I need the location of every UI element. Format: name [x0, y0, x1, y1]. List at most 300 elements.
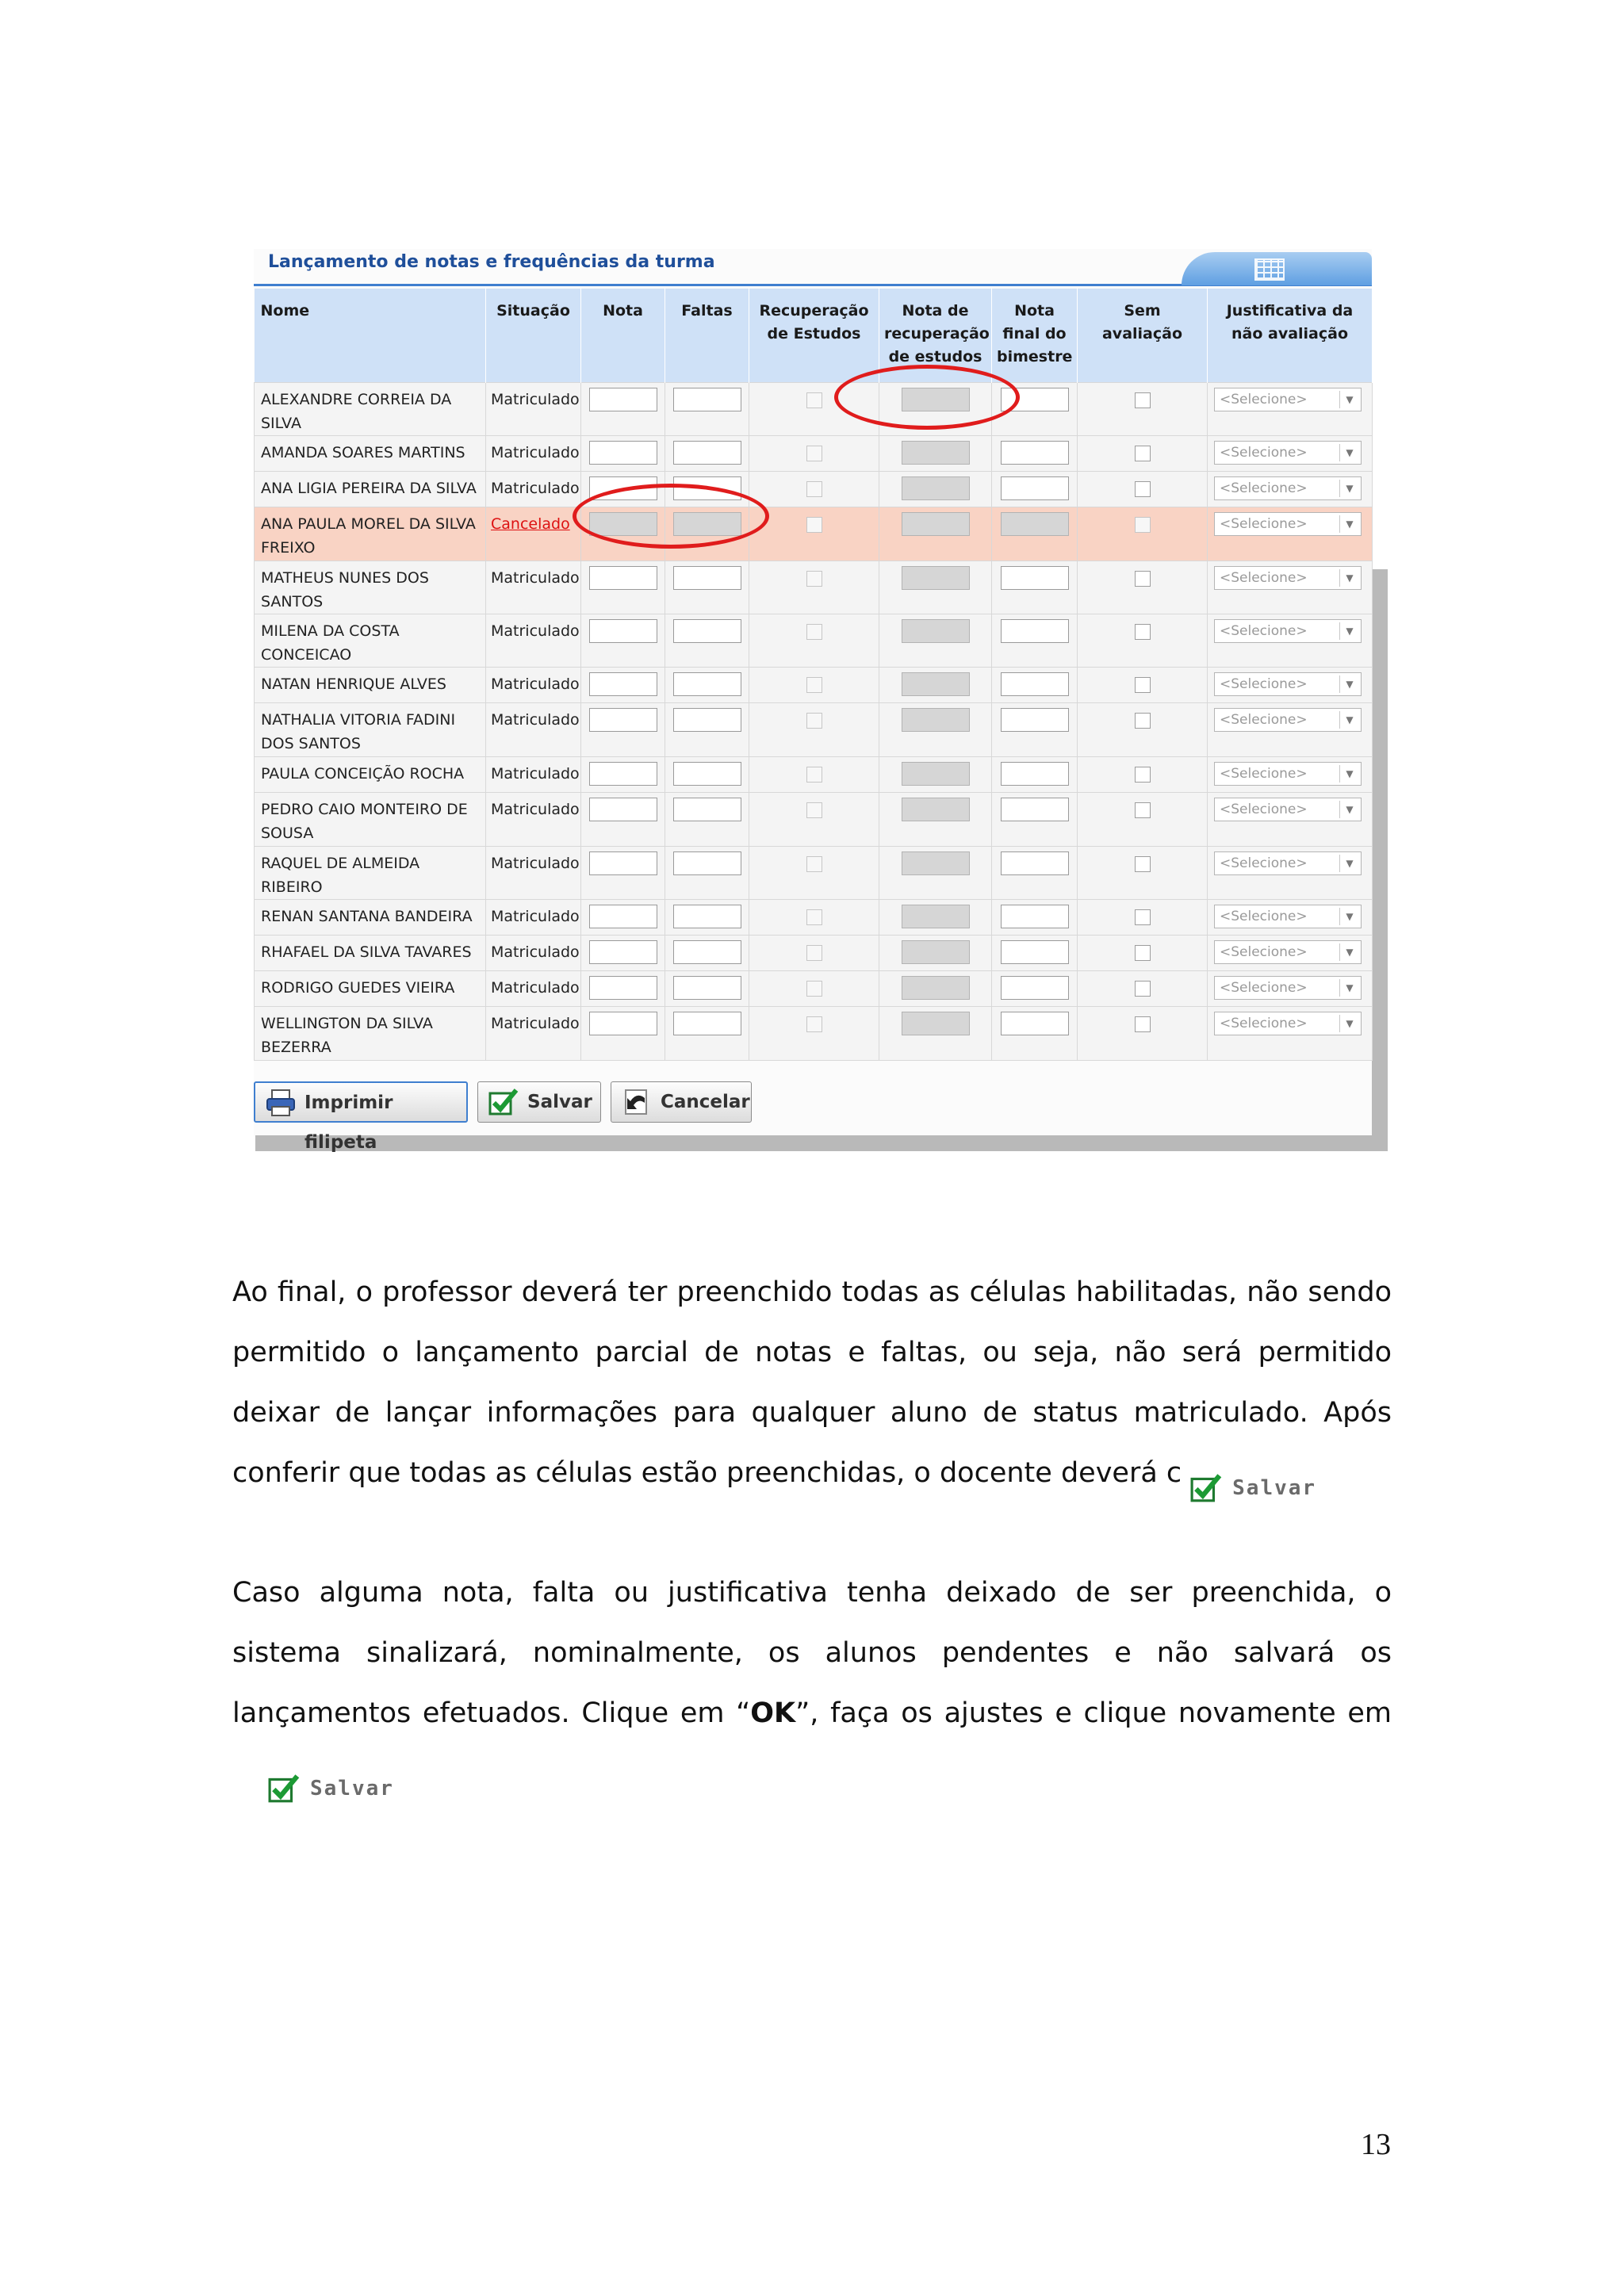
- nota-final-input[interactable]: [1001, 476, 1069, 500]
- nota-recuperacao-input: [902, 708, 970, 732]
- faltas-cell: [665, 936, 749, 971]
- nota-input[interactable]: [589, 798, 657, 821]
- recuperacao-checkbox: [806, 446, 822, 461]
- justificativa-select[interactable]: [1214, 708, 1362, 732]
- chevron-down-icon[interactable]: ▼: [1339, 622, 1359, 640]
- sem-avaliacao-checkbox[interactable]: [1135, 856, 1151, 872]
- justificativa-cell: [1208, 668, 1373, 703]
- recuperacao-cell: [749, 971, 879, 1007]
- select-placeholder: <Selecione>: [1220, 712, 1308, 728]
- nota-input[interactable]: [589, 441, 657, 465]
- nota-input[interactable]: [589, 672, 657, 696]
- justificativa-select[interactable]: [1214, 940, 1362, 964]
- sem-avaliacao-checkbox[interactable]: [1135, 677, 1151, 693]
- nota-cell: [581, 793, 665, 847]
- nota-final-input[interactable]: [1001, 619, 1069, 643]
- student-status: [486, 561, 581, 614]
- select-placeholder: <Selecione>: [1220, 855, 1308, 871]
- nota-final-cell: [992, 507, 1078, 561]
- table-row: [255, 436, 1373, 472]
- print-button[interactable]: [254, 1081, 468, 1153]
- justificativa-cell: [1208, 383, 1373, 436]
- table-row: [255, 703, 1373, 757]
- nota-recuperacao-cell: [879, 668, 992, 703]
- student-name: AMANDA SOARES MARTINS: [255, 436, 486, 472]
- nota-recuperacao-input: [902, 1012, 970, 1035]
- nota-recuperacao-input: [902, 940, 970, 964]
- justificativa-cell: [1208, 436, 1373, 472]
- sem-avaliacao-checkbox[interactable]: [1135, 392, 1151, 408]
- nota-final-input[interactable]: [1001, 708, 1069, 732]
- col-header-nota-recuperacao: Nota de recuperação de estudos: [879, 289, 992, 383]
- faltas-cell: [665, 900, 749, 936]
- chevron-down-icon[interactable]: ▼: [1339, 515, 1359, 533]
- chevron-down-icon[interactable]: ▼: [1339, 979, 1359, 997]
- recuperacao-cell: [749, 900, 879, 936]
- student-name: ANA LIGIA PEREIRA DA SILVA: [255, 472, 486, 507]
- nota-final-cell: [992, 971, 1078, 1007]
- recuperacao-checkbox: [806, 481, 822, 497]
- chevron-down-icon[interactable]: ▼: [1339, 711, 1359, 729]
- status-text: Matriculado: [491, 480, 580, 497]
- nota-recuperacao-cell: [879, 971, 992, 1007]
- faltas-cell: [665, 614, 749, 668]
- faltas-cell: [665, 971, 749, 1007]
- table-row: [255, 472, 1373, 507]
- recuperacao-cell: [749, 561, 879, 614]
- sem-avaliacao-cell: [1078, 614, 1208, 668]
- nota-input[interactable]: [589, 388, 657, 411]
- recuperacao-cell: [749, 847, 879, 900]
- nota-recuperacao-input: [902, 619, 970, 643]
- nota-input[interactable]: [589, 566, 657, 590]
- student-name: RAQUEL DE ALMEIDA RIBEIRO: [255, 847, 486, 900]
- nota-final-cell: [992, 793, 1078, 847]
- faltas-cell: [665, 436, 749, 472]
- nota-cell: [581, 436, 665, 472]
- nota-recuperacao-cell: [879, 436, 992, 472]
- chevron-down-icon[interactable]: ▼: [1339, 569, 1359, 587]
- justificativa-select[interactable]: [1214, 388, 1362, 411]
- justificativa-cell: [1208, 900, 1373, 936]
- nota-recuperacao-input: [902, 905, 970, 928]
- nota-recuperacao-cell: [879, 757, 992, 793]
- faltas-input[interactable]: [673, 762, 741, 786]
- justificativa-select[interactable]: [1214, 905, 1362, 928]
- nota-recuperacao-input: [902, 672, 970, 696]
- justificativa-select[interactable]: [1214, 619, 1362, 643]
- sem-avaliacao-cell: [1078, 936, 1208, 971]
- select-placeholder: <Selecione>: [1220, 676, 1308, 692]
- student-name: ANA PAULA MOREL DA SILVA FREIXO: [255, 507, 486, 561]
- paragraph-2-ok: OK: [750, 1697, 796, 1729]
- page-number: 13: [1361, 2128, 1391, 2161]
- justificativa-select[interactable]: [1214, 976, 1362, 1000]
- nota-recuperacao-cell: [879, 1007, 992, 1061]
- student-status: [486, 847, 581, 900]
- nota-cell: [581, 668, 665, 703]
- student-name: ALEXANDRE CORREIA DA SILVA: [255, 383, 486, 436]
- inline-save-icon-2: [264, 1758, 394, 1800]
- student-status: [486, 936, 581, 971]
- status-text: Matriculado: [491, 711, 580, 729]
- save-button-label: Salvar: [527, 1092, 592, 1112]
- nota-cell: [581, 383, 665, 436]
- justificativa-cell: [1208, 472, 1373, 507]
- nota-cell: [581, 900, 665, 936]
- nota-final-cell: [992, 703, 1078, 757]
- student-name: MILENA DA COSTA CONCEICAO: [255, 614, 486, 668]
- faltas-input[interactable]: [673, 798, 741, 821]
- nota-recuperacao-cell: [879, 703, 992, 757]
- sem-avaliacao-checkbox[interactable]: [1135, 713, 1151, 729]
- faltas-cell: [665, 561, 749, 614]
- table-row: [255, 757, 1373, 793]
- cancel-button[interactable]: [611, 1081, 752, 1123]
- student-name: RENAN SANTANA BANDEIRA: [255, 900, 486, 936]
- select-placeholder: <Selecione>: [1220, 570, 1308, 586]
- nota-final-input[interactable]: [1001, 762, 1069, 786]
- sem-avaliacao-cell: [1078, 971, 1208, 1007]
- student-status: [486, 793, 581, 847]
- student-status: [486, 900, 581, 936]
- nota-final-input[interactable]: [1001, 798, 1069, 821]
- grades-screenshot: [254, 249, 1372, 1153]
- recuperacao-checkbox: [806, 1016, 822, 1032]
- justificativa-select[interactable]: [1214, 566, 1362, 590]
- recuperacao-cell: [749, 757, 879, 793]
- nota-input[interactable]: [589, 762, 657, 786]
- nota-input[interactable]: [589, 619, 657, 643]
- sem-avaliacao-cell: [1078, 847, 1208, 900]
- nota-input[interactable]: [589, 1012, 657, 1035]
- nota-input[interactable]: [589, 708, 657, 732]
- nota-recuperacao-input: [902, 566, 970, 590]
- table-row: [255, 900, 1373, 936]
- save-button[interactable]: [477, 1081, 601, 1123]
- faltas-cell: [665, 703, 749, 757]
- nota-final-input[interactable]: [1001, 940, 1069, 964]
- nota-input[interactable]: [589, 976, 657, 1000]
- table-row: [255, 936, 1373, 971]
- status-text: Matriculado: [491, 622, 580, 640]
- sem-avaliacao-checkbox[interactable]: [1135, 446, 1151, 461]
- sem-avaliacao-checkbox[interactable]: [1135, 981, 1151, 997]
- status-text: Matriculado: [491, 979, 580, 997]
- select-placeholder: <Selecione>: [1220, 1016, 1308, 1031]
- status-cancelled-link[interactable]: Cancelado: [491, 515, 570, 533]
- faltas-input[interactable]: [673, 388, 741, 411]
- cancel-button-label: Cancelar: [661, 1092, 750, 1112]
- justificativa-cell: [1208, 936, 1373, 971]
- select-placeholder: <Selecione>: [1220, 766, 1308, 782]
- recuperacao-checkbox: [806, 571, 822, 587]
- faltas-input[interactable]: [673, 566, 741, 590]
- nota-recuperacao-cell: [879, 472, 992, 507]
- chevron-down-icon[interactable]: ▼: [1339, 855, 1359, 872]
- justificativa-select[interactable]: [1214, 672, 1362, 696]
- nota-final-input[interactable]: [1001, 976, 1069, 1000]
- printer-icon: [265, 1088, 297, 1118]
- nota-final-cell: [992, 472, 1078, 507]
- grades-table: [254, 289, 1373, 1061]
- sem-avaliacao-checkbox[interactable]: [1135, 909, 1151, 925]
- recuperacao-cell: [749, 614, 879, 668]
- nota-cell: [581, 703, 665, 757]
- student-name: RHAFAEL DA SILVA TAVARES: [255, 936, 486, 971]
- recuperacao-checkbox: [806, 517, 822, 533]
- student-name: PAULA CONCEIÇÃO ROCHA: [255, 757, 486, 793]
- faltas-cell: [665, 383, 749, 436]
- col-header-nota: Nota: [581, 289, 665, 383]
- nota-final-input: [1001, 512, 1069, 536]
- student-status: [486, 971, 581, 1007]
- table-header-row: [255, 289, 1373, 383]
- faltas-input[interactable]: [673, 976, 741, 1000]
- table-row: [255, 971, 1373, 1007]
- panel-title-bar: [254, 249, 1372, 286]
- chevron-down-icon[interactable]: ▼: [1339, 765, 1359, 783]
- recuperacao-checkbox: [806, 909, 822, 925]
- faltas-input[interactable]: [673, 708, 741, 732]
- faltas-input[interactable]: [673, 1012, 741, 1035]
- sem-avaliacao-checkbox[interactable]: [1135, 802, 1151, 818]
- student-status: [486, 383, 581, 436]
- sem-avaliacao-cell: [1078, 900, 1208, 936]
- status-text: Matriculado: [491, 855, 580, 872]
- col-header-faltas: Faltas: [665, 289, 749, 383]
- sem-avaliacao-cell: [1078, 793, 1208, 847]
- table-row: [255, 507, 1373, 561]
- justificativa-cell: [1208, 847, 1373, 900]
- recuperacao-cell: [749, 472, 879, 507]
- chevron-down-icon[interactable]: ▼: [1339, 480, 1359, 497]
- highlight-ring-recuperacao: [834, 365, 1020, 430]
- check-icon: [264, 1773, 304, 1804]
- nota-final-cell: [992, 561, 1078, 614]
- status-text: Matriculado: [491, 675, 580, 693]
- status-text: Matriculado: [491, 569, 580, 587]
- faltas-input[interactable]: [673, 905, 741, 928]
- nota-recuperacao-input: [902, 798, 970, 821]
- justificativa-select[interactable]: [1214, 441, 1362, 465]
- student-status: [486, 436, 581, 472]
- nota-recuperacao-input: [902, 441, 970, 465]
- table-row: [255, 383, 1373, 436]
- sem-avaliacao-checkbox[interactable]: [1135, 945, 1151, 961]
- faltas-cell: [665, 668, 749, 703]
- justificativa-select[interactable]: [1214, 1012, 1362, 1035]
- student-status: [486, 614, 581, 668]
- student-status: [486, 1007, 581, 1061]
- student-name: NATHALIA VITORIA FADINI DOS SANTOS: [255, 703, 486, 757]
- chevron-down-icon[interactable]: ▼: [1339, 1015, 1359, 1032]
- nota-recuperacao-input: [902, 512, 970, 536]
- nota-recuperacao-input: [902, 476, 970, 500]
- student-status: [486, 668, 581, 703]
- chevron-down-icon[interactable]: ▼: [1339, 908, 1359, 925]
- chevron-down-icon[interactable]: ▼: [1339, 391, 1359, 408]
- recuperacao-checkbox: [806, 856, 822, 872]
- nota-recuperacao-cell: [879, 507, 992, 561]
- nota-recuperacao-cell: [879, 793, 992, 847]
- recuperacao-checkbox: [806, 713, 822, 729]
- recuperacao-checkbox: [806, 802, 822, 818]
- nota-final-input[interactable]: [1001, 1012, 1069, 1035]
- select-placeholder: <Selecione>: [1220, 944, 1308, 960]
- nota-recuperacao-input: [902, 851, 970, 875]
- nota-final-input[interactable]: [1001, 905, 1069, 928]
- nota-final-cell: [992, 900, 1078, 936]
- select-placeholder: <Selecione>: [1220, 802, 1308, 817]
- print-button-label: Imprimir filipeta: [304, 1093, 393, 1153]
- nota-cell: [581, 1007, 665, 1061]
- student-name: MATHEUS NUNES DOS SANTOS: [255, 561, 486, 614]
- paragraph-2-text-b: ”, faça os ajustes e clique novamente em: [795, 1697, 1392, 1729]
- sem-avaliacao-cell: [1078, 507, 1208, 561]
- justificativa-select[interactable]: [1214, 512, 1362, 536]
- justificativa-cell: [1208, 757, 1373, 793]
- sem-avaliacao-checkbox[interactable]: [1135, 624, 1151, 640]
- recuperacao-checkbox: [806, 624, 822, 640]
- justificativa-select[interactable]: [1214, 762, 1362, 786]
- status-text: Matriculado: [491, 943, 580, 961]
- table-row: [255, 614, 1373, 668]
- panel-title-tab: [1182, 252, 1372, 285]
- sem-avaliacao-checkbox[interactable]: [1135, 1016, 1151, 1032]
- nota-recuperacao-cell: [879, 847, 992, 900]
- select-placeholder: <Selecione>: [1220, 980, 1308, 996]
- check-icon: [488, 1087, 519, 1117]
- faltas-cell: [665, 793, 749, 847]
- inline-save-label-2: Salvar: [310, 1777, 394, 1800]
- col-header-recuperacao: Recuperação de Estudos: [749, 289, 879, 383]
- recuperacao-checkbox: [806, 945, 822, 961]
- inline-save-label-1: Salvar: [1232, 1476, 1317, 1500]
- faltas-input[interactable]: [673, 672, 741, 696]
- inline-save-icon-1: [1186, 1457, 1317, 1500]
- screenshot-shadow-right: [1372, 569, 1388, 1150]
- nota-final-cell: [992, 847, 1078, 900]
- col-header-nota-final: Nota final do bimestre: [992, 289, 1078, 383]
- table-row: [255, 561, 1373, 614]
- sem-avaliacao-cell: [1078, 703, 1208, 757]
- justificativa-select[interactable]: [1214, 798, 1362, 821]
- nota-input[interactable]: [589, 940, 657, 964]
- faltas-input[interactable]: [673, 619, 741, 643]
- select-placeholder: <Selecione>: [1220, 392, 1308, 408]
- undo-arrow-icon: [621, 1087, 653, 1117]
- student-status: [486, 757, 581, 793]
- sem-avaliacao-checkbox[interactable]: [1135, 767, 1151, 783]
- nota-recuperacao-input: [902, 762, 970, 786]
- faltas-cell: [665, 847, 749, 900]
- sem-avaliacao-cell: [1078, 1007, 1208, 1061]
- justificativa-cell: [1208, 703, 1373, 757]
- paragraph-2: [232, 1563, 1392, 1804]
- select-placeholder: <Selecione>: [1220, 480, 1308, 496]
- student-name: PEDRO CAIO MONTEIRO DE SOUSA: [255, 793, 486, 847]
- table-grid-icon[interactable]: [1254, 258, 1285, 281]
- nota-cell: [581, 971, 665, 1007]
- chevron-down-icon[interactable]: ▼: [1339, 675, 1359, 693]
- col-header-situacao: Situação: [486, 289, 581, 383]
- nota-final-cell: [992, 614, 1078, 668]
- faltas-input[interactable]: [673, 851, 741, 875]
- chevron-down-icon[interactable]: ▼: [1339, 444, 1359, 461]
- status-text: Matriculado: [491, 391, 580, 408]
- paragraph-1: [232, 1262, 1392, 1503]
- chevron-down-icon[interactable]: ▼: [1339, 943, 1359, 961]
- table-row: [255, 793, 1373, 847]
- recuperacao-cell: [749, 936, 879, 971]
- recuperacao-cell: [749, 668, 879, 703]
- recuperacao-checkbox: [806, 677, 822, 693]
- justificativa-select[interactable]: [1214, 476, 1362, 500]
- sem-avaliacao-checkbox[interactable]: [1135, 571, 1151, 587]
- recuperacao-cell: [749, 436, 879, 472]
- justificativa-cell: [1208, 614, 1373, 668]
- sem-avaliacao-cell: [1078, 757, 1208, 793]
- nota-cell: [581, 614, 665, 668]
- nota-recuperacao-cell: [879, 614, 992, 668]
- nota-final-input[interactable]: [1001, 851, 1069, 875]
- sem-avaliacao-checkbox[interactable]: [1135, 481, 1151, 497]
- table-row: [255, 847, 1373, 900]
- chevron-down-icon[interactable]: ▼: [1339, 801, 1359, 818]
- recuperacao-checkbox: [806, 392, 822, 408]
- nota-recuperacao-input: [902, 976, 970, 1000]
- sem-avaliacao-cell: [1078, 383, 1208, 436]
- student-name: RODRIGO GUEDES VIEIRA: [255, 971, 486, 1007]
- status-text: Matriculado: [491, 444, 580, 461]
- faltas-input[interactable]: [673, 441, 741, 465]
- nota-final-input[interactable]: [1001, 672, 1069, 696]
- nota-input[interactable]: [589, 905, 657, 928]
- recuperacao-checkbox: [806, 981, 822, 997]
- table-row: [255, 668, 1373, 703]
- recuperacao-cell: [749, 793, 879, 847]
- recuperacao-cell: [749, 703, 879, 757]
- nota-cell: [581, 561, 665, 614]
- nota-final-cell: [992, 436, 1078, 472]
- faltas-input[interactable]: [673, 940, 741, 964]
- table-row: [255, 1007, 1373, 1061]
- col-header-sem-avaliacao: Sem avaliação: [1078, 289, 1208, 383]
- col-header-justificativa: Justificativa da não avaliação: [1208, 289, 1373, 383]
- select-placeholder: <Selecione>: [1220, 909, 1308, 924]
- paragraph-2-text-a: Caso alguma nota, falta ou justificativa tenha deixado de ser preenchida, o sistema sinalizará, nominalmente, os alunos pendentes e não salvará os lançamentos efetuados. Clique em “: [232, 1577, 1392, 1729]
- status-text: Matriculado: [491, 1015, 580, 1032]
- justificativa-select[interactable]: [1214, 851, 1362, 875]
- sem-avaliacao-cell: [1078, 561, 1208, 614]
- student-status: [486, 507, 581, 561]
- nota-final-input[interactable]: [1001, 441, 1069, 465]
- sem-avaliacao-checkbox: [1135, 517, 1151, 533]
- status-text: Matriculado: [491, 765, 580, 783]
- nota-final-cell: [992, 757, 1078, 793]
- nota-recuperacao-cell: [879, 936, 992, 971]
- faltas-cell: [665, 1007, 749, 1061]
- justificativa-cell: [1208, 971, 1373, 1007]
- nota-final-input[interactable]: [1001, 566, 1069, 590]
- nota-cell: [581, 847, 665, 900]
- sem-avaliacao-cell: [1078, 472, 1208, 507]
- select-placeholder: <Selecione>: [1220, 516, 1308, 532]
- nota-input[interactable]: [589, 851, 657, 875]
- justificativa-cell: [1208, 507, 1373, 561]
- col-header-nome: Nome: [255, 289, 486, 383]
